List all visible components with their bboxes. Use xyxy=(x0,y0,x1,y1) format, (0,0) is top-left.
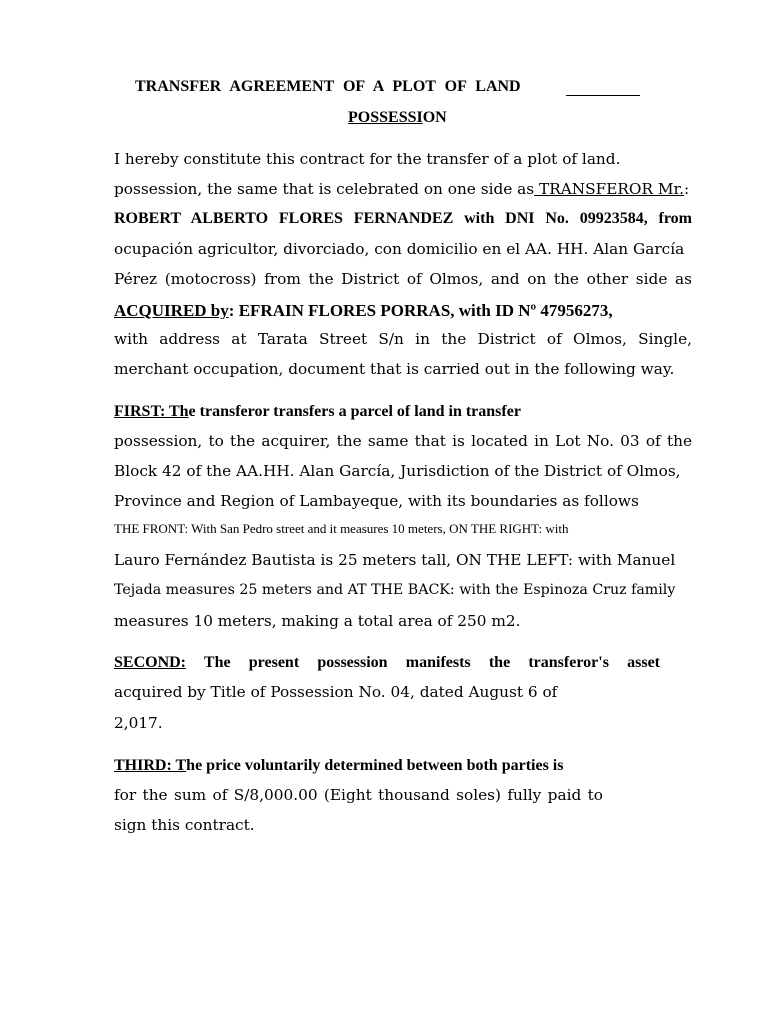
intro-line-7: with address at Tarata Street S/n in the District of Olmos, Single, xyxy=(114,332,692,348)
transferor-colon: : xyxy=(684,182,690,198)
third-clause-line-2: for the sum of S/8,000.00 (Eight thousand soles) fully paid to xyxy=(114,788,603,804)
intro-line-6 xyxy=(114,302,692,319)
document-title: TRANSFER AGREEMENT OF A PLOT OF LAND xyxy=(135,78,521,95)
first-clause-line-4: Province and Region of Lambayeque, with its boundaries as follows xyxy=(114,494,639,510)
first-clause-line-7: Tejada measures 25 meters and AT THE BACK: with the Espinoza Cruz family xyxy=(114,583,676,598)
first-clause-line-3: Block 42 of the AA.HH. Alan García, Jurisdiction of the District of Olmos, xyxy=(114,464,681,480)
second-clause-line-1-text: The present possession manifests the transferor's asset xyxy=(186,655,660,671)
third-clause-line-1 xyxy=(114,758,692,774)
first-clause-line-2: possession, to the acquirer, the same that is located in Lot No. 03 of the xyxy=(114,434,692,450)
intro-line-1: I hereby constitute this contract for the transfer of a plot of land. xyxy=(114,152,621,168)
document-subtitle xyxy=(348,110,447,126)
intro-line-2 xyxy=(114,182,692,197)
third-clause-line-3: sign this contract. xyxy=(114,818,255,834)
acquirer-label: ACQUIRED by xyxy=(114,302,229,319)
subtitle-underlined-part: POSSESSI xyxy=(348,109,423,126)
first-clause-line-1-text: e transferor transfers a parcel of land in transfer xyxy=(188,404,521,420)
subtitle-rest: ON xyxy=(422,109,447,126)
first-clause-line-8: measures 10 meters, making a total area of 250 m2. xyxy=(114,614,521,630)
intro-line-4: ocupación agricultor, divorciado, con domicilio en el AA. HH. Alan García xyxy=(114,242,685,258)
transferor-label: TRANSFEROR Mr. xyxy=(534,182,685,198)
first-clause-heading: FIRST: Th xyxy=(114,404,189,420)
intro-line-5: Pérez (motocross) from the District of Olmos, and on the other side as xyxy=(114,272,692,288)
intro-line-2-text: possession, the same that is celebrated on one side as xyxy=(114,182,535,198)
third-clause-line-1-text: he price voluntarily determined between both parties is xyxy=(186,758,564,774)
third-clause-heading: THIRD: T xyxy=(114,758,187,774)
first-clause-line-5: THE FRONT: With San Pedro street and it measures 10 meters, ON THE RIGHT: with xyxy=(114,522,569,535)
intro-line-3: ROBERT ALBERTO FLORES FERNANDEZ with DNI No. 09923584, from xyxy=(114,211,692,227)
acquirer-details: : EFRAIN FLORES PORRAS, with ID Nº 47956273, xyxy=(228,302,613,319)
title-underline-rule xyxy=(566,95,640,96)
second-clause-line-3: 2,017. xyxy=(114,716,163,732)
intro-line-8: merchant occupation, document that is carried out in the following way. xyxy=(114,362,675,378)
first-clause-line-1 xyxy=(114,404,692,420)
second-clause-line-2: acquired by Title of Possession No. 04, dated August 6 of xyxy=(114,685,558,701)
second-clause-heading: SECOND: xyxy=(114,655,187,671)
second-clause-line-1 xyxy=(114,655,660,671)
first-clause-line-6: Lauro Fernández Bautista is 25 meters tall, ON THE LEFT: with Manuel xyxy=(114,553,676,569)
